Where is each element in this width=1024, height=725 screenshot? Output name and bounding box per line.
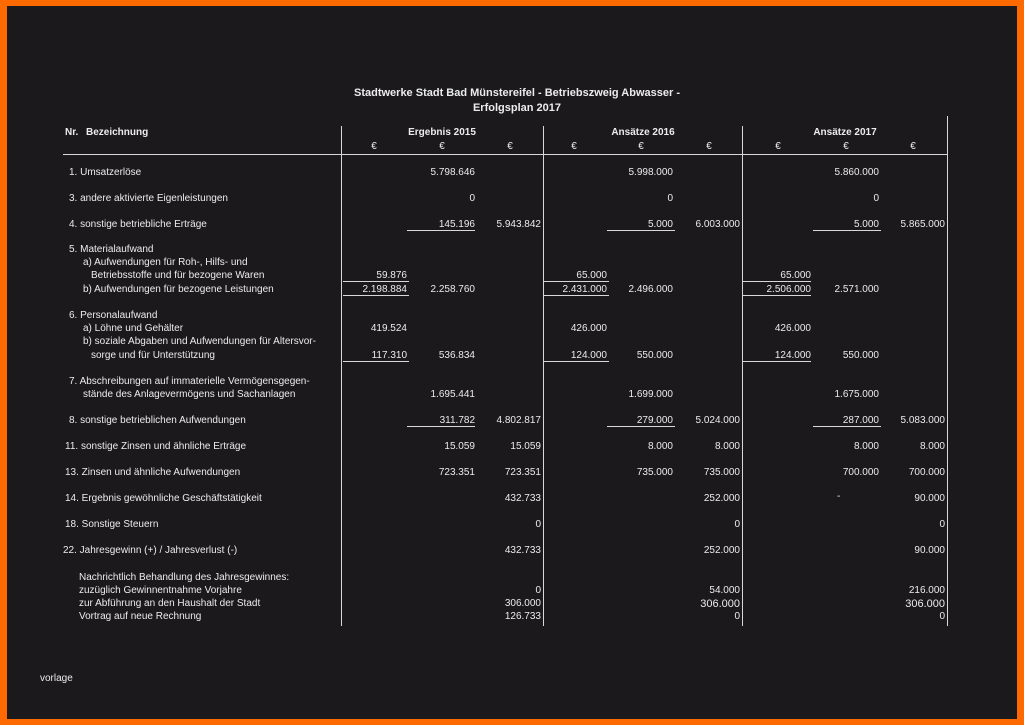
row-label: 3. andere aktivierte Eigenleistungen bbox=[69, 193, 228, 204]
row-label: 14. Ergebnis gewöhnliche Geschäftstätigkeit bbox=[65, 493, 262, 504]
row-label: 5. Materialaufwand bbox=[69, 244, 154, 255]
total-2016: 6.003.000 bbox=[695, 219, 740, 230]
total-2016: 735.000 bbox=[703, 467, 740, 478]
subtotal-2015: 2.258.760 bbox=[430, 284, 475, 295]
total-2015: 432.733 bbox=[504, 493, 541, 504]
row-sublabel: Betriebsstoffe und für bezogene Waren bbox=[91, 270, 265, 281]
total-2015: 4.802.817 bbox=[496, 415, 541, 426]
header-ergebnis-2015: Ergebnis 2015 bbox=[408, 127, 476, 138]
note-2016: 306.000 bbox=[700, 598, 740, 610]
value-2016: 8.000 bbox=[647, 441, 673, 452]
row-sublabel: b) Aufwendungen für bezogene Leistungen bbox=[83, 284, 274, 295]
column-divider bbox=[947, 116, 948, 626]
currency-symbol: € bbox=[507, 141, 513, 152]
note-2015: 306.000 bbox=[504, 598, 541, 609]
total-2016: 0 bbox=[734, 519, 740, 530]
note-2015: 126.733 bbox=[504, 611, 541, 622]
subtotal-2015: 536.834 bbox=[438, 350, 475, 361]
value-2015: 2.198.884 bbox=[362, 284, 407, 295]
value-2015: 0 bbox=[469, 193, 475, 204]
currency-symbol: € bbox=[571, 141, 577, 152]
value-2017: 0 bbox=[873, 193, 879, 204]
total-2017: 0 bbox=[939, 519, 945, 530]
header-rule bbox=[63, 154, 947, 155]
total-2016: 5.024.000 bbox=[695, 415, 740, 426]
value-2015: 419.524 bbox=[370, 323, 407, 334]
header-ansaetze-2017: Ansätze 2017 bbox=[813, 127, 877, 138]
total-2016: 252.000 bbox=[703, 493, 740, 504]
row-label: 11. sonstige Zinsen und ähnliche Erträge bbox=[65, 441, 247, 452]
note-2017: 0 bbox=[939, 611, 945, 622]
value-2015: 311.782 bbox=[439, 415, 475, 426]
row-label-continued: stände des Anlagevermögens und Sachanlagen bbox=[83, 389, 296, 400]
subtotal-underline bbox=[543, 281, 609, 282]
note-line: zur Abführung an den Haushalt der Stadt bbox=[79, 598, 261, 609]
value-2017: 287.000 bbox=[842, 415, 879, 426]
value-2017: 65.000 bbox=[780, 270, 811, 281]
document-title: Stadtwerke Stadt Bad Münstereifel - Betriebszweig Abwasser - bbox=[353, 87, 680, 99]
value-2016: 1.699.000 bbox=[628, 389, 673, 400]
value-2015: 59.876 bbox=[376, 270, 407, 281]
note-2015: 0 bbox=[535, 585, 541, 596]
footer-caption: vorlage bbox=[40, 673, 73, 684]
note-line: Vortrag auf neue Rechnung bbox=[79, 611, 202, 622]
currency-symbol: € bbox=[775, 141, 781, 152]
total-2015: 432.733 bbox=[504, 545, 541, 556]
header-bezeichnung: Bezeichnung bbox=[86, 127, 149, 138]
value-2016: 735.000 bbox=[636, 467, 673, 478]
value-2017: 2.506.000 bbox=[766, 284, 811, 295]
subtotal-underline bbox=[343, 281, 409, 282]
total-2015: 5.943.842 bbox=[496, 219, 541, 230]
row-label: 4. sonstige betriebliche Erträge bbox=[69, 219, 207, 230]
total-2017: 8.000 bbox=[919, 441, 945, 452]
document-page bbox=[7, 6, 1017, 719]
total-2017: 90.000 bbox=[914, 493, 945, 504]
note-heading: Nachrichtlich Behandlung des Jahresgewinnes: bbox=[79, 572, 290, 583]
total-2017: 5.865.000 bbox=[900, 219, 945, 230]
value-2017: 5.000 bbox=[853, 219, 879, 230]
note-2017: 216.000 bbox=[908, 585, 945, 596]
row-label: 18. Sonstige Steuern bbox=[65, 519, 159, 530]
note-2017: 306.000 bbox=[905, 598, 945, 610]
subtotal-underline bbox=[743, 295, 811, 296]
document-subtitle: Erfolgsplan 2017 bbox=[472, 102, 562, 114]
subtotal-underline bbox=[743, 281, 811, 282]
value-2015: 723.351 bbox=[438, 467, 475, 478]
value-2015: 15.059 bbox=[444, 441, 475, 452]
row-sublabel: b) soziale Abgaben und Aufwendungen für Altersvor- bbox=[83, 336, 316, 347]
value-2017: 124.000 bbox=[774, 350, 811, 361]
row-label: 1. Umsatzerlöse bbox=[69, 167, 142, 178]
value-2015: 145.196 bbox=[438, 219, 475, 230]
subtotal-underline bbox=[743, 361, 811, 362]
header-ansaetze-2016: Ansätze 2016 bbox=[611, 127, 675, 138]
row-label: 8. sonstige betrieblichen Aufwendungen bbox=[69, 415, 246, 426]
column-divider bbox=[742, 126, 743, 626]
note-2016: 0 bbox=[734, 611, 740, 622]
total-2016: 252.000 bbox=[703, 545, 740, 556]
stray-mark: - bbox=[837, 491, 841, 502]
value-2015: 117.310 bbox=[371, 350, 407, 361]
currency-symbol: € bbox=[439, 141, 445, 152]
value-2017: 8.000 bbox=[853, 441, 879, 452]
subtotal-2016: 2.496.000 bbox=[628, 284, 673, 295]
subtotal-2016: 550.000 bbox=[636, 350, 673, 361]
note-line: zuzüglich Gewinnentnahme Vorjahre bbox=[79, 585, 242, 596]
value-2016: 2.431.000 bbox=[562, 284, 607, 295]
header-nr: Nr. bbox=[65, 127, 79, 138]
column-divider bbox=[341, 126, 342, 626]
total-2016: 8.000 bbox=[714, 441, 740, 452]
column-divider bbox=[543, 126, 544, 626]
total-2015: 0 bbox=[535, 519, 541, 530]
value-2016: 279.000 bbox=[636, 415, 673, 426]
row-sublabel: sorge und für Unterstützung bbox=[91, 350, 215, 361]
total-2015: 723.351 bbox=[504, 467, 541, 478]
row-sublabel: a) Aufwendungen für Roh-, Hilfs- und bbox=[83, 257, 248, 268]
value-2015: 1.695.441 bbox=[430, 389, 475, 400]
total-2015: 15.059 bbox=[510, 441, 541, 452]
value-2017: 5.860.000 bbox=[834, 167, 879, 178]
row-label: 22. Jahresgewinn (+) / Jahresverlust (-) bbox=[63, 545, 238, 556]
row-label: 6. Personalaufwand bbox=[69, 310, 158, 321]
value-2016: 5.998.000 bbox=[628, 167, 673, 178]
currency-symbol: € bbox=[706, 141, 712, 152]
value-2017: 426.000 bbox=[774, 323, 811, 334]
currency-symbol: € bbox=[910, 141, 916, 152]
value-2016: 5.000 bbox=[647, 219, 673, 230]
currency-symbol: € bbox=[843, 141, 849, 152]
currency-symbol: € bbox=[638, 141, 644, 152]
row-sublabel: a) Löhne und Gehälter bbox=[83, 323, 184, 334]
subtotal-2017: 550.000 bbox=[842, 350, 879, 361]
value-2016: 0 bbox=[667, 193, 673, 204]
currency-symbol: € bbox=[371, 141, 377, 152]
total-2017: 5.083.000 bbox=[900, 415, 945, 426]
note-2016: 54.000 bbox=[709, 585, 740, 596]
row-label: 13. Zinsen und ähnliche Aufwendungen bbox=[65, 467, 241, 478]
total-2017: 90.000 bbox=[914, 545, 945, 556]
subtotal-2017: 2.571.000 bbox=[834, 284, 879, 295]
value-2017: 700.000 bbox=[842, 467, 879, 478]
value-2016: 65.000 bbox=[576, 270, 607, 281]
total-2017: 700.000 bbox=[908, 467, 945, 478]
value-2015: 5.798.646 bbox=[430, 167, 475, 178]
value-2016: 426.000 bbox=[570, 323, 607, 334]
value-2017: 1.675.000 bbox=[834, 389, 879, 400]
row-label: 7. Abschreibungen auf immaterielle Vermögensgegen- bbox=[69, 376, 310, 387]
value-2016: 124.000 bbox=[570, 350, 607, 361]
